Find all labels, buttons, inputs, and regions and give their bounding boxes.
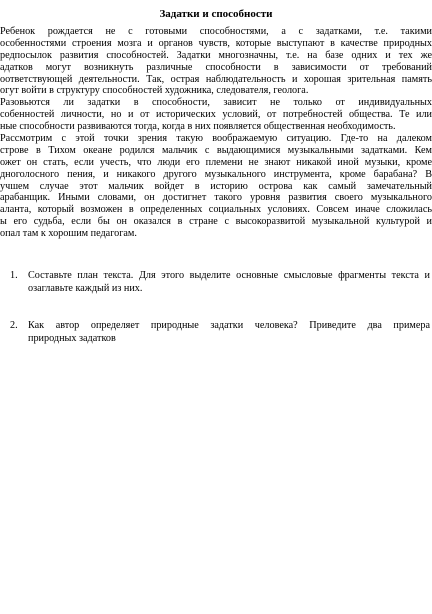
body-line: адатков могут возникнуть различные способности в зависимости от требований <box>0 61 432 73</box>
body-line: особенностями строения мозга и органов чувств, которые выступают в качестве природных <box>0 37 432 49</box>
body-line: ные способности развиваются тогда, когда в них появляется общественная необходимость. <box>0 121 396 133</box>
body-line: Рассмотрим с этой точки зрения такую воображаемую ситуацию. Где-то на далеком <box>0 133 432 145</box>
document-body <box>0 26 432 240</box>
body-line: аланта, который возможен в определенных социальных условиях. Совсем иначе сложилась <box>0 204 432 216</box>
body-line: оответствующей деятельности. Так, острая наблюдательность и хорошая зрительная память <box>0 73 432 85</box>
question-number: 1. <box>10 270 18 281</box>
question-line: озаглавьте каждый из них. <box>28 282 143 294</box>
body-line: учшем случае этот мальчик войдет в историю острова как самый замечательный <box>0 180 432 192</box>
body-line: Ребенок рождается не с готовыми способностями, а с задатками, т.е. такими <box>0 26 432 37</box>
question-number: 2. <box>10 320 18 331</box>
question-text <box>28 270 430 295</box>
body-line: огут войти в структуру способностей художника, следователя, геолога. <box>0 85 309 97</box>
body-line: арабанщик. Иными словами, он достигнет такого уровня развития своего музыкального <box>0 192 432 204</box>
body-line: ожет он стать, если учесть, что люди его племени не знают никакой иной музыки, кроме <box>0 156 432 168</box>
body-line: опал там к хорошим педагогам. <box>0 228 137 240</box>
body-line: Разовьются ли задатки в способности, зависит не только от индивидуальных <box>0 97 432 109</box>
body-line: строве в Тихом океане родился мальчик с выдающимися музыкальными задатками. Кем <box>0 144 432 156</box>
body-line: дноголосного пения, и никакого другого музыкального инструмента, кроме барабана? В <box>0 168 432 180</box>
question-line: Составьте план текста. Для этого выделите основные смысловые фрагменты текста и <box>28 270 430 281</box>
body-line: ы его судьба, если бы он оказался в стране с высокоразвитой музыкальной культурой и <box>0 216 432 228</box>
question-text <box>28 320 430 345</box>
question-line: природных задатков <box>28 332 116 344</box>
question-line: Как автор определяет природные задатки человека? Приведите два примера <box>28 320 430 331</box>
document-title: Задатки и способности <box>159 8 273 20</box>
body-line: собенностей личности, но и от исторических условий, от потребностей общества. Те или <box>0 109 432 121</box>
body-line: редпосылок развития способностей. Задатки многозначны, т.е. на базе одних и тех же <box>0 49 432 61</box>
